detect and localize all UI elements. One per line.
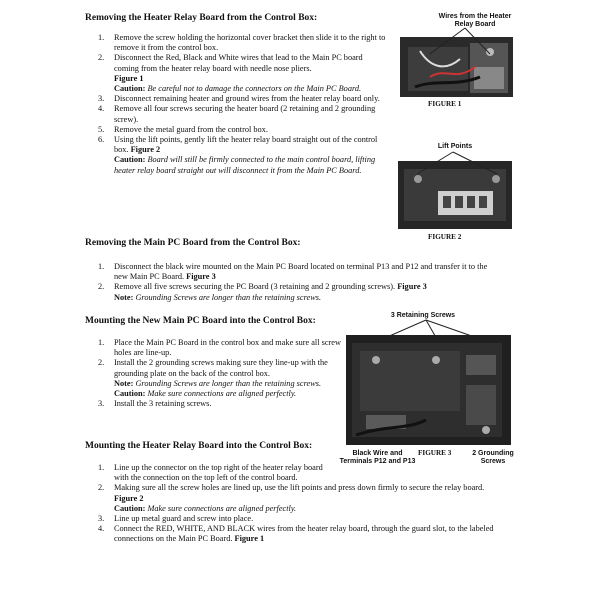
figure-reference: Figure 1 — [234, 534, 265, 544]
list-item: 1. Line up the connector on the top right of the heater relay board with the connection on the top left of the control board. — [98, 463, 323, 483]
list-item: 3. Disconnect remaining heater and ground wires from the heater relay board only. — [98, 94, 380, 104]
list-item: 6. Using the lift points, gently lift the heater relay board straight out of the control box. Figure 2 Caution: Board will still be firmly connected to the main control board, lifting heater relay board straight out will disconnect it from the Main PC Board. — [98, 135, 378, 175]
list-item: 4. Remove all four screws securing the heater board (2 retaining and 2 grounding screw). — [98, 104, 376, 124]
main-pc-board-image — [346, 335, 511, 445]
section-heading-remove-main-board: Removing the Main PC Board from the Control Box: — [85, 238, 301, 248]
list-item: 2. Remove all five screws securing the PC Board (3 retaining and 2 grounding screws). Figure 3 Note: Grounding Screws are longer than the retaining screws. — [98, 282, 427, 302]
section-heading-mount-main-board: Mounting the New Main PC Board into the Control Box: — [85, 316, 316, 326]
list-item: 4. Connect the RED, WHITE, AND BLACK wires from the heater relay board, through the guard slot, to the labeled connections on the Main PC Board. Figure 1 — [98, 524, 494, 544]
figure-reference: Figure 1 — [114, 73, 144, 83]
list-mount-main-board — [98, 338, 348, 409]
figure-3-label: FIGURE 3 — [418, 449, 452, 457]
list-item: 3. Line up metal guard and screw into place. — [98, 514, 254, 524]
list-remove-relay — [98, 33, 388, 176]
figure-1-caption: Wires from the Heater Relay Board — [438, 13, 512, 28]
list-item: 1. Remove the screw holding the horizontal cover bracket then slide it to the right to remove it from the control box. — [98, 33, 386, 53]
list-item: 1. Disconnect the black wire mounted on the Main PC Board located on terminal P13 and P12 and transfer it to the new Main PC Board. Figure 3 — [98, 262, 488, 282]
list-item: 3. Install the 3 retaining screws. — [98, 399, 212, 409]
figure-reference: Figure 3 — [397, 282, 427, 292]
figure-reference: Figure 3 — [186, 272, 216, 282]
section-heading-mount-relay: Mounting the Heater Relay Board into the Control Box: — [85, 441, 313, 451]
list-remove-main-board — [98, 262, 503, 303]
figure-2-label: FIGURE 2 — [428, 233, 462, 241]
figure-2-caption: Lift Points — [437, 143, 473, 150]
figure-3-caption-right: 2 Grounding Screws — [472, 450, 514, 465]
figure-3-caption-left: Black Wire and Terminals P12 and P13 — [339, 450, 416, 465]
list-item: 5. Remove the metal guard from the control box. — [98, 124, 268, 134]
figure-1-leader-lines — [410, 26, 520, 56]
list-item: 2. Disconnect the Red, Black and White wires that lead to the Main PC board coming from the heater relay board with needle nose pliers. Figure 1 Caution: Be careful not to damage the connectors on the Main PC Board. — [98, 53, 363, 94]
list-mount-relay — [98, 463, 503, 545]
figure-3-caption-top: 3 Retaining Screws — [390, 312, 456, 319]
figure-1-label: FIGURE 1 — [428, 100, 462, 108]
figure-3-photo — [346, 335, 511, 445]
figure-reference: Figure 2 — [130, 145, 161, 155]
figure-2-leader-lines — [405, 150, 505, 175]
list-item: 2. Install the 2 grounding screws making sure they line-up with the grounding plate on the back of the control box. Note: Grounding Screws are longer than the retaining screws. Caution: Make sure connections are aligned perfectly. — [98, 358, 328, 399]
figure-3-leader-lines — [346, 318, 511, 343]
figure-reference: Figure 2 — [114, 493, 144, 503]
list-item: 2. Making sure all the screw holes are lined up, use the lift points and press down firmly to secure the relay board. Figure 2 Caution: Make sure connections are aligned perfectly. — [98, 483, 485, 513]
list-item: 1. Place the Main PC Board in the control box and make sure all screw holes are line-up. — [98, 338, 341, 358]
section-heading-remove-relay: Removing the Heater Relay Board from the Control Box: — [85, 13, 318, 23]
